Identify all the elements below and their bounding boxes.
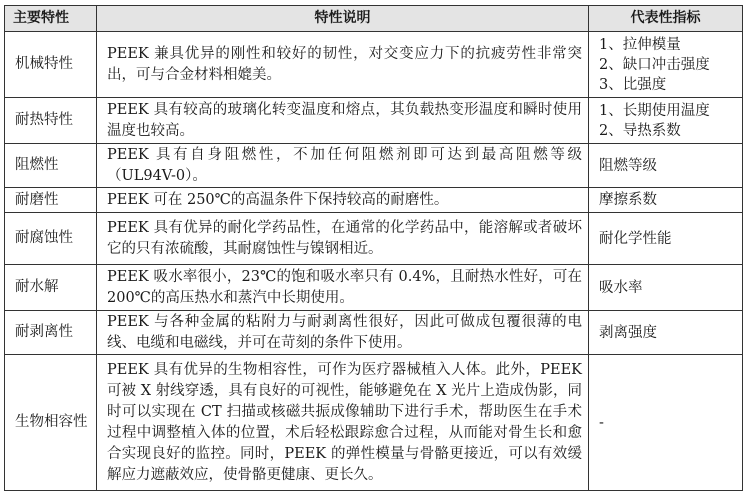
- indicators-cell: [589, 265, 743, 311]
- indicator-item: 耐化学性能: [599, 230, 672, 247]
- indicators-cell: [589, 311, 743, 355]
- table-row: [5, 32, 743, 98]
- property-cell: 耐水解: [5, 265, 97, 311]
- description-cell: PEEK 具有优异的生物相容性，可作为医疗器械植入人体。此外，PEEK 可被 X 射线穿透，具有良好的可视性，能够避免在 X 光片上造成伪影，同时可以实现在 CT 扫描或核磁共振成像辅助下进行手术，帮助医生在手术过程中调整植入体的位置，术后轻松跟踪愈合过程，从而能对骨生长和愈合实现良好的监控。同时，PEEK 的弹性模量与骨骼更接近，可以有效缓解应力遮蔽效应，使骨骼更健康、更长久。: [97, 355, 589, 491]
- indicators-cell: [589, 213, 743, 265]
- indicator-item: -: [599, 414, 604, 431]
- indicator-item: 阻燃等级: [599, 157, 657, 174]
- indicator-item: 剥离强度: [599, 324, 657, 341]
- indicator-item: 摩擦系数: [599, 192, 657, 208]
- indicator-item: 2、缺口冲击强度: [599, 56, 710, 73]
- indicator-item: 3、比强度: [599, 76, 667, 93]
- table-row: [5, 98, 743, 144]
- property-cell: 耐腐蚀性: [5, 213, 97, 265]
- description-cell: PEEK 吸水率很小，23℃的饱和吸水率只有 0.4%，且耐热水性好，可在 200℃的高压热水和蒸汽中长期使用。: [97, 265, 589, 311]
- indicator-item: 1、长期使用温度: [599, 102, 710, 119]
- property-cell: 生物相容性: [5, 355, 97, 491]
- property-cell: 耐剥离性: [5, 311, 97, 355]
- indicators-cell: [589, 144, 743, 188]
- indicators-cell: [589, 188, 743, 213]
- table-row: [5, 213, 743, 265]
- description-cell: PEEK 与各种金属的粘附力与耐剥离性很好，因此可做成包覆很薄的电线、电缆和电磁线，并可在苛刻的条件下使用。: [97, 311, 589, 355]
- description-cell: PEEK 具有自身阻燃性，不加任何阻燃剂即可达到最高阻燃等级（UL94V-0）。: [97, 144, 589, 188]
- table-row: [5, 355, 743, 491]
- table-row: [5, 188, 743, 213]
- table-header-row: [5, 6, 743, 32]
- property-cell: 机械特性: [5, 32, 97, 98]
- indicators-cell: [589, 32, 743, 98]
- property-cell: 阻燃性: [5, 144, 97, 188]
- header-description: 特性说明: [97, 6, 589, 32]
- property-cell: 耐磨性: [5, 188, 97, 213]
- indicator-item: 1、拉伸模量: [599, 36, 681, 53]
- indicators-cell: [589, 98, 743, 144]
- header-main-property: 主要特性: [5, 6, 97, 32]
- description-cell: PEEK 具有较高的玻璃化转变温度和熔点，其负载热变形温度和瞬时使用温度也较高。: [97, 98, 589, 144]
- table-container: [4, 5, 742, 489]
- indicators-cell: [589, 355, 743, 491]
- table-row: [5, 265, 743, 311]
- description-cell: PEEK 具有优异的耐化学药品性，在通常的化学药品中，能溶解或者破坏它的只有浓硫酸，其耐腐蚀性与镍钢相近。: [97, 213, 589, 265]
- indicator-item: 吸水率: [599, 279, 643, 296]
- property-cell: 耐热特性: [5, 98, 97, 144]
- peek-properties-table: [4, 5, 743, 491]
- table-row: [5, 311, 743, 355]
- table-row: [5, 144, 743, 188]
- description-cell: PEEK 可在 250℃的高温条件下保持较高的耐磨性。: [97, 188, 589, 213]
- indicator-item: 2、导热系数: [599, 122, 681, 139]
- header-indicators: 代表性指标: [589, 6, 743, 32]
- description-cell: PEEK 兼具优异的刚性和较好的韧性，对交变应力下的抗疲劳性非常突出，可与合金材料相媲美。: [97, 32, 589, 98]
